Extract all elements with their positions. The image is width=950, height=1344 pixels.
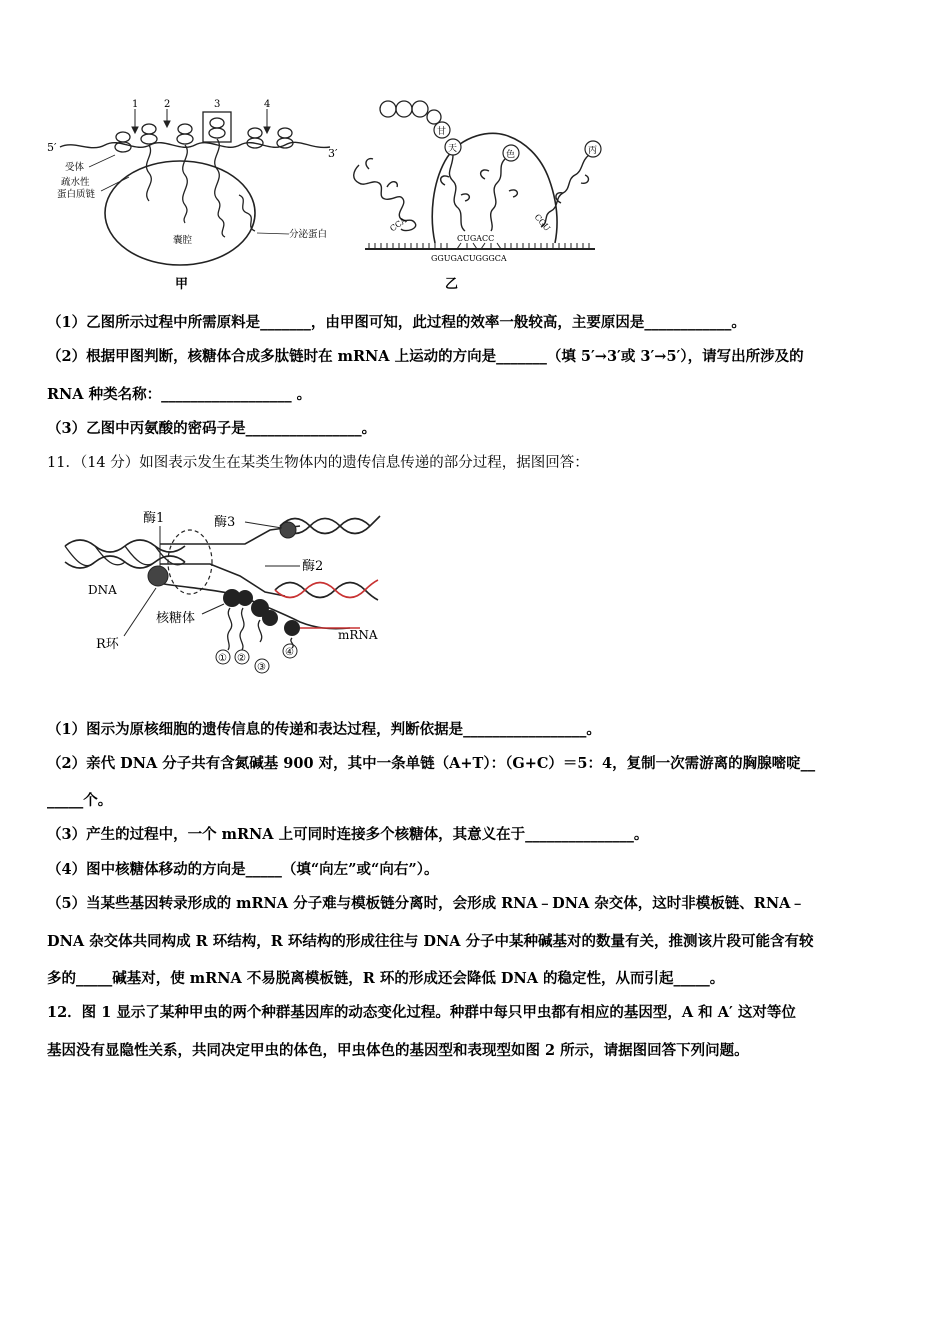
label-enzyme1: 酶1 — [143, 511, 165, 526]
figure-jia — [45, 95, 345, 295]
q11-part2-line2: _____个。 — [47, 792, 113, 809]
aa-tian: 天 — [448, 144, 458, 154]
q12-line2: 基因没有显隐性关系，共同决定甲虫的体色，甲虫体色的基因型和表现型如图 2 所示，请据图回答下列问题。 — [47, 1042, 749, 1059]
marker-3: ③ — [257, 662, 266, 673]
mrna-sequence: GGUGACUGGGCA — [431, 254, 507, 263]
label-mrna: mRNA — [338, 628, 378, 642]
q10-part1: （1）乙图所示过程中所需原料是_______，由甲图可知，此过程的效率一般较高，主要原因是____________。 — [47, 314, 746, 331]
label-dna: DNA — [88, 583, 117, 597]
anticodon-cgu: CGU — [532, 212, 552, 234]
aa-gan: 甘 — [437, 127, 447, 137]
num-3: 3 — [214, 99, 221, 110]
num-2: 2 — [164, 99, 171, 110]
q11-part5-line3: 多的_____碱基对，使 mRNA 不易脱离模板链，R 环的形成还会降低 DNA 的稳定性，从而引起_____。 — [47, 970, 725, 987]
anticodon-cca: CCA — [388, 215, 409, 234]
label-enzyme2: 酶2 — [302, 559, 324, 574]
label-lumen: 囊腔 — [173, 235, 193, 246]
q12-line1: 12．图 1 显示了某种甲虫的两个种群基因库的动态变化过程。种群中每只甲虫都有相应的基因型，A 和 A′ 这对等位 — [47, 1004, 796, 1021]
label-3prime: 3′ — [328, 147, 338, 160]
marker-1: ① — [218, 653, 227, 664]
q11-part5-line1: （5）当某些基因转录形成的 mRNA 分子难与模板链分离时，会形成 RNA﹣DNA 杂交体，这时非模板链、RNA﹣ — [47, 895, 805, 912]
figure-yi — [345, 95, 605, 295]
q10-part2-line2: RNA 种类名称：__________________ 。 — [47, 386, 312, 403]
label-enzyme3: 酶3 — [214, 515, 236, 530]
anticodon-cugacc: CUGACC — [457, 234, 495, 243]
enzyme3-blob — [280, 522, 296, 538]
marker-2: ② — [237, 653, 246, 664]
label-hydrophobic-2: 蛋白质链 — [57, 189, 96, 200]
q11-part3: （3）产生的过程中，一个 mRNA 上可同时连接多个核糖体，其意义在于_______________。 — [47, 826, 649, 843]
label-ribosome: 核糖体 — [156, 611, 196, 626]
caption-yi: 乙 — [445, 277, 459, 292]
q11-part1: （1）图示为原核细胞的遗传信息的传递和表达过程，判断依据是_________________。 — [47, 721, 601, 738]
enzyme1-blob — [148, 566, 168, 586]
q11-header: 11．（14 分）如图表示发生在某类生物体内的遗传信息传递的部分过程，据图回答： — [47, 455, 589, 471]
q11-part5-line2: DNA 杂交体共同构成 R 环结构，R 环结构的形成往往与 DNA 分子中某种碱基对的数量有关，推测该片段可能含有较 — [47, 933, 814, 950]
label-5prime: 5′ — [47, 141, 57, 154]
num-4: 4 — [264, 99, 271, 110]
aa-bing: 丙 — [588, 146, 598, 156]
caption-jia: 甲 — [175, 277, 189, 292]
q10-part2-line1: （2）根据甲图判断，核糖体合成多肽链时在 mRNA 上运动的方向是_______（填 5′→3′或 3′→5′），请写出所涉及的 — [47, 348, 804, 365]
q10-part3: （3）乙图中丙氨酸的密码子是________________。 — [47, 420, 377, 437]
label-secreted-protein: 分泌蛋白 — [289, 229, 328, 240]
label-hydrophobic-1: 疏水性 — [61, 177, 90, 188]
q11-part2-line1: （2）亲代 DNA 分子共有含氮碱基 900 对，其中一条单链（A+T）：（G+C）＝5：4，复制一次需游离的胸腺嘧啶__ — [47, 755, 816, 772]
label-receptor: 受体 — [65, 162, 85, 173]
num-1: 1 — [132, 99, 139, 110]
figure-q11 — [60, 500, 390, 675]
aa-se: 色 — [506, 150, 516, 160]
marker-4: ④ — [285, 647, 294, 658]
q11-part4: （4）图中核糖体移动的方向是_____（填“向左”或“向右”）。 — [47, 861, 439, 878]
label-rloop: R环 — [96, 637, 119, 652]
